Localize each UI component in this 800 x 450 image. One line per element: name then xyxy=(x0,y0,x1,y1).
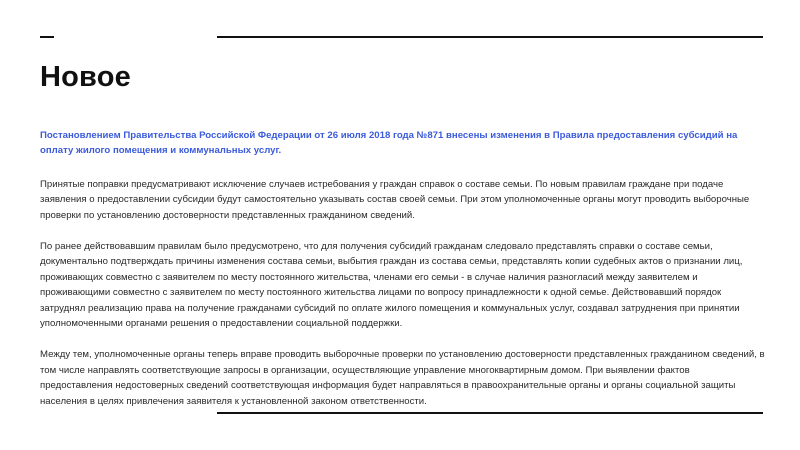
body-paragraph-3: Между тем, уполномоченные органы теперь вправе проводить выборочные проверки по установлению достоверности представленных гражданином сведений, в том числе направлять соответствующие запросы в организации, осуществляющие управление многоквартирным домом. При выявлении фактов предоставления недостоверных сведений соответствующая информация будет направляться в правоохранительные органы и органы социальной защиты населения в целях привлечения заявителя к установленной законом ответственности. xyxy=(40,349,765,407)
top-divider xyxy=(217,36,763,38)
body-paragraph-1: Принятые поправки предусматривают исключение случаев истребования у граждан справок о составе семьи. По новым правилам граждане при подаче заявления о предоставлении субсидии будут самостоятельно указывать состав своей семьи. При этом уполномоченные органы могут проводить выборочные проверки по установлению достоверности представленных гражданином сведений. xyxy=(40,178,750,221)
decorative-dash xyxy=(40,36,54,38)
bottom-divider xyxy=(217,412,763,414)
lead-paragraph: Постановлением Правительства Российской Федерации от 26 июля 2018 года №871 внесены изменения в Правила предоставления субсидий на оплату жилого помещения и коммунальных услуг. xyxy=(40,130,738,157)
body-paragraph-2: По ранее действовавшим правилам было предусмотрено, что для получения субсидий гражданам следовало представлять справки о составе семьи, документально подтверждать причины изменения состава семьи, выбытия граждан из состава семьи, представлять копии судебных актов о признании лиц, проживающих совместно с заявителем по месту постоянного жительства, членами его семьи - в случае наличия разногласий между заявителем и проживающими совместно с заявителем по месту постоянного жительства лицами по вопросу принадлежности к одной семье. Действовавший порядок затруднял реализацию права на получение гражданами субсидий по оплате жилого помещения и коммунальных услуг, создавал затруднения при принятии уполномоченными органами решения о предоставлении социальной поддержки. xyxy=(40,241,743,330)
slide-title: Новое xyxy=(40,61,131,93)
slide-body xyxy=(40,128,765,425)
